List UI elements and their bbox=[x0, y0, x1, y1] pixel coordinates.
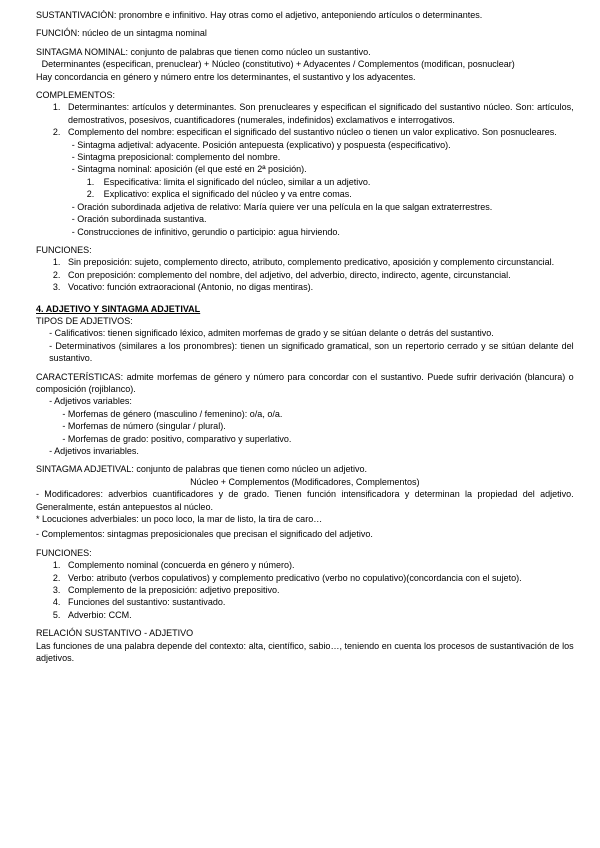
list-number: 2. bbox=[52, 127, 61, 139]
sub-list-item bbox=[36, 189, 574, 201]
list-item bbox=[36, 597, 574, 609]
sintagma-adjetival-definition: SINTAGMA ADJETIVAL: conjunto de palabras que tienen como núcleo un adjetivo. bbox=[36, 464, 368, 476]
locuciones-line: * Locuciones adverbiales: un poco loco, la mar de listo, la tira de caro… bbox=[36, 514, 323, 526]
list-item bbox=[36, 282, 574, 294]
list-item bbox=[36, 127, 574, 139]
sintagma-nominal-structure: Determinantes (especifican, prenuclear) + Núcleo (constitutivo) + Adyacentes / Complementos (modifican, posnuclear) bbox=[41, 59, 515, 71]
relacion-heading: RELACIÓN SUSTANTIVO - ADJETIVO bbox=[36, 628, 194, 640]
list-number: 1. bbox=[52, 257, 61, 269]
list-text: Complemento del nombre: especifican el significado del sustantivo núcleo o tienen un valor explicativo. Son posnucleares. bbox=[67, 127, 557, 139]
dash-item: - Morfemas de género (masculino / femenino): o/a, o/a. bbox=[62, 408, 283, 420]
list-number: 2. bbox=[52, 572, 61, 584]
complementos-heading: COMPLEMENTOS: bbox=[36, 90, 116, 102]
sub-list-item bbox=[36, 177, 574, 189]
concordancia-line: Hay concordancia en género y número entre los determinantes, el sustantivo y los adyacentes. bbox=[36, 71, 416, 83]
list-text: Funciones del sustantivo: sustantivado. bbox=[67, 597, 226, 609]
list-text: Complemento nominal (concuerda en género y número). bbox=[67, 560, 295, 572]
sub-list-number: 1. bbox=[86, 176, 95, 188]
list-number: 2. bbox=[52, 269, 61, 281]
dash-item: - Sintagma adjetival: adyacente. Posición antepuesta (explicativo) y pospuesta (especificativo). bbox=[71, 139, 451, 151]
list-item bbox=[36, 257, 574, 269]
list-item bbox=[36, 102, 574, 127]
dash-item: - Adjetivos variables: bbox=[49, 396, 132, 408]
sintagma-nominal-definition: SINTAGMA NOMINAL: conjunto de palabras que tienen como núcleo un sustantivo. bbox=[36, 46, 371, 58]
list-item bbox=[36, 573, 574, 585]
dash-item: - Adjetivos invariables. bbox=[49, 446, 139, 457]
dash-item: - Calificativos: tienen significado léxico, admiten morfemas de grado y se sitúan delante o detrás del sustantivo. bbox=[49, 328, 494, 340]
dash-item: - Sintagma nominal: aposición (el que esté en 2ª posición). bbox=[71, 164, 307, 176]
list-number: 1. bbox=[52, 560, 61, 572]
relacion-paragraph: Las funciones de una palabra depende del contexto: alta, científico, sabio…, teniendo en cuenta los procesos de sustantivación de los adjetivos. bbox=[36, 640, 574, 665]
dash-item: - Sintagma preposicional: complemento del nombre. bbox=[71, 152, 281, 164]
dash-item: - Oración subordinada sustantiva. bbox=[71, 214, 207, 226]
list-item bbox=[36, 610, 574, 622]
list-number: 1. bbox=[52, 102, 61, 114]
sub-list-text: Explicativo: explica el significado del núcleo y va entre comas. bbox=[103, 189, 352, 201]
sub-list-number: 2. bbox=[86, 189, 95, 201]
list-text: Con preposición: complemento del nombre, del adjetivo, del adverbio, directo, indirecto, agente, circunstancial. bbox=[67, 269, 511, 281]
sintagma-adjetival-structure: Núcleo + Complementos (Modificadores, Complementos) bbox=[190, 476, 420, 488]
dash-item: - Morfemas de grado: positivo, comparativo y superlativo. bbox=[62, 433, 292, 445]
dash-item: - Morfemas de número (singular / plural). bbox=[62, 421, 226, 433]
sustantivacion-line: SUSTANTIVACIÓN: pronombre e infinitivo. Hay otras como el adjetivo, anteponiendo artículos o determinantes. bbox=[36, 10, 483, 21]
complementos-line: - Complementos: sintagmas preposicionales que precisan el significado del adjetivo. bbox=[36, 529, 373, 541]
dash-item: - Construcciones de infinitivo, gerundio o participio: agua hirviendo. bbox=[71, 226, 340, 238]
section-heading: 4. ADJETIVO Y SINTAGMA ADJETIVAL bbox=[36, 303, 201, 315]
funciones-heading: FUNCIONES: bbox=[36, 244, 92, 256]
list-text: Adverbio: CCM. bbox=[67, 609, 132, 621]
list-item bbox=[36, 560, 574, 572]
list-number: 3. bbox=[52, 282, 61, 294]
funcion-line: FUNCIÓN: núcleo de un sintagma nominal bbox=[36, 28, 207, 40]
sub-list-text: Especificativa: limita el significado del núcleo, similar a un adjetivo. bbox=[103, 176, 371, 188]
list-text: Complemento de la preposición: adjetivo prepositivo. bbox=[67, 585, 280, 597]
list-number: 3. bbox=[52, 585, 61, 597]
list-text: Verbo: atributo (verbos copulativos) y complemento predicativo (verbo no copulativo)(concordancia con el sujeto). bbox=[67, 572, 522, 584]
document-page bbox=[36, 10, 574, 666]
list-item bbox=[36, 585, 574, 597]
caracteristicas-paragraph: CARACTERÍSTICAS: admite morfemas de género y número para concordar con el sustantivo. Puede sufrir derivación (blancura) o composición (rojiblanco). bbox=[36, 371, 574, 395]
list-text: Sin preposición: sujeto, complemento directo, atributo, complemento predicativo, aposición y complemento circunstancial. bbox=[67, 257, 555, 269]
list-number: 4. bbox=[52, 597, 61, 609]
dash-item: - Determinativos (similares a los pronombres): tienen un significado gramatical, son un repertorio cerrado y se sitúan delante del sustantivo. bbox=[49, 340, 574, 365]
list-number: 5. bbox=[52, 609, 61, 621]
dash-item: - Oración subordinada adjetiva de relativo: María quiere ver una película en la que salgan extraterrestres. bbox=[71, 201, 493, 213]
list-text: Determinantes: artículos y determinantes. Son prenucleares y especifican el significado del sustantivo núcleo. Son: artículos, demostrativos, posesivos, cuantificadores (numerales, indefinidos) exclamativos e interrogativos. bbox=[67, 102, 574, 126]
list-item bbox=[36, 270, 574, 282]
tipos-heading: TIPOS DE ADJETIVOS: bbox=[36, 315, 133, 327]
list-text: Vocativo: función extraoracional (Antonio, no digas mentiras). bbox=[67, 282, 314, 294]
modificadores-paragraph: - Modificadores: adverbios cuantificadores y de grado. Tienen función intensificadora y determinan la propiedad del adjetivo. Generalmente, están antepuestos al núcleo. bbox=[36, 489, 574, 513]
funciones-heading: FUNCIONES: bbox=[36, 547, 92, 559]
